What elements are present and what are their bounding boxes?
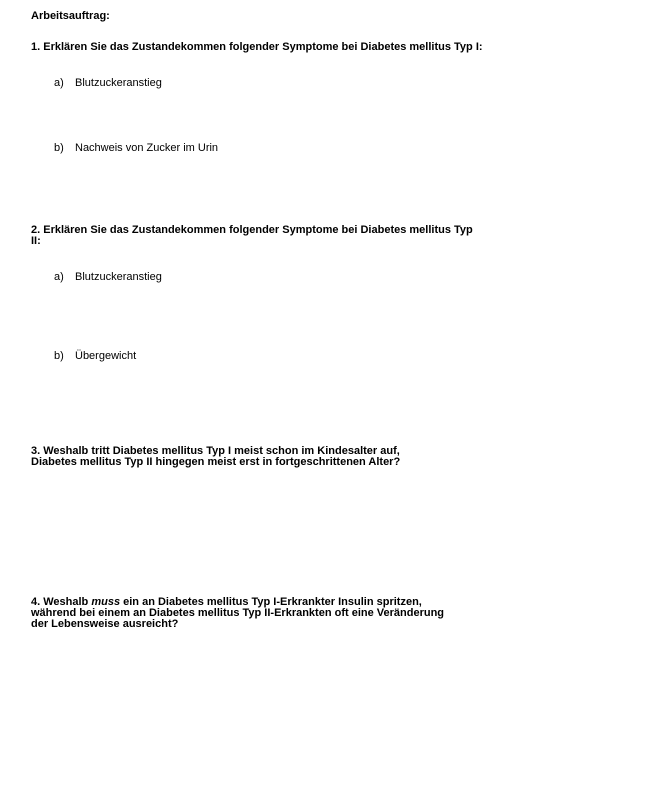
item-marker: a) [54, 271, 64, 283]
item-text: Blutzuckeranstieg [75, 271, 162, 283]
question-2-item-a [54, 271, 162, 284]
question-1 [31, 42, 483, 53]
question-3-text-line-2: Diabetes mellitus Typ II hingegen meist erst in fortgeschrittenen Alter? [31, 456, 401, 468]
item-text: Nachweis von Zucker im Urin [75, 142, 219, 154]
question-4-text-line-1: 4. Weshalb muss ein an Diabetes mellitus Typ I-Erkrankter Insulin spritzen, [31, 596, 422, 608]
question-4 [31, 597, 444, 630]
question-2-text-line-2: II: [31, 235, 41, 247]
question-4-text-line-2: während bei einem an Diabetes mellitus Typ II-Erkrankten oft eine Veränderung [31, 607, 445, 619]
question-2-text-line-1: 2. Erklären Sie das Zustandekommen folgender Symptome bei Diabetes mellitus Typ [31, 224, 473, 236]
item-marker: b) [54, 350, 64, 362]
question-3 [31, 446, 400, 468]
question-4-text-line-3: der Lebensweise ausreicht? [31, 618, 179, 630]
item-marker: a) [54, 77, 64, 89]
worksheet-heading: Arbeitsauftrag: [31, 10, 110, 22]
question-1-item-a [54, 77, 162, 90]
question-1-text: 1. Erklären Sie das Zustandekommen folgender Symptome bei Diabetes mellitus Typ I: [31, 41, 483, 53]
question-1-item-b [54, 142, 218, 155]
item-text: Blutzuckeranstieg [75, 77, 162, 89]
question-3-text-line-1: 3. Weshalb tritt Diabetes mellitus Typ I meist schon im Kindesalter auf, [31, 445, 400, 457]
item-marker: b) [54, 142, 64, 154]
emphasis-muss: muss [91, 596, 121, 608]
question-2 [31, 225, 473, 247]
item-text: Übergewicht [75, 350, 137, 362]
question-2-item-b [54, 350, 136, 363]
